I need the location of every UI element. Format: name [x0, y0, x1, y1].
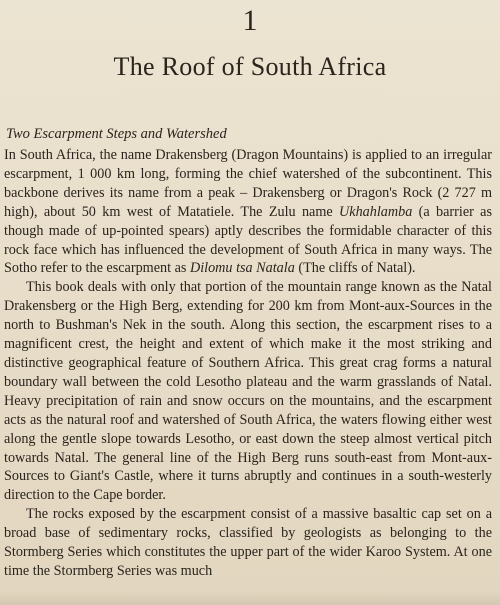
- chapter-title: The Roof of South Africa: [113, 52, 387, 81]
- paragraph-1-part-a: In South Africa, the name Drakensberg (Dragon Mountains) is applied to an irregular escarpment, 1 000 km long, forming the chief watershed of the subcontinent. This backbone derives its name from a peak – Drakensberg or Dragon's Rock (2 727 m high), about 50 km west of Matatiele. The Zulu name: [4, 147, 492, 220]
- paragraph-1-part-e: (The cliffs of Natal).: [294, 260, 416, 277]
- chapter-number: 1: [242, 4, 258, 37]
- paragraph-3: The rocks exposed by the escarpment consist of a massive basaltic cap set on a broad base of sedimentary rocks, classified by geologists as belonging to the Stormberg Series which constitutes the upper part of the wider Karoo System. At one time the Stormberg Series was much: [4, 506, 492, 579]
- section-heading: Two Escarpment Steps and Watershed: [6, 126, 227, 142]
- paragraph-1-part-c: (a barrier as though made of up-pointed spears) aptly describes the formidable character of this rock face which has influenced the development of South Africa in many ways. The Sotho refer to the escarpment as: [4, 203, 492, 277]
- zulu-name: Ukhahlamba: [339, 203, 413, 220]
- paragraph-2: This book deals with only that portion of the mountain range known as the Natal Drakensberg or the High Berg, extending for 200 km from Mont-aux-Sources in the north to Bushman's Nek in the south. Along this section, the escarpment rises to a magnificent crest, the height and extent of which make it the most striking and distinctive geographical feature of Southern Africa. This great crag forms a natural boundary wall between the cold Lesotho plateau and the warm grasslands of Natal. Heavy precipitation of rain and snow occurs on the mountains, and the escarpment acts as the natural roof and watershed of South Africa, the waters flowing either west along the gentle slope towards Lesotho, or east down the steep almost vertical pitch towards Natal. The general line of the High Berg runs south-east from Mont-aux-Sources to Giant's Castle, where it turns abruptly and continues in a south-westerly direction to the Cape border.: [4, 279, 492, 504]
- sotho-name: Dilomu tsa Natala: [189, 260, 295, 277]
- paragraph-1: [4, 146, 492, 278]
- page-shadow: [0, 591, 500, 605]
- body-text: [4, 146, 492, 581]
